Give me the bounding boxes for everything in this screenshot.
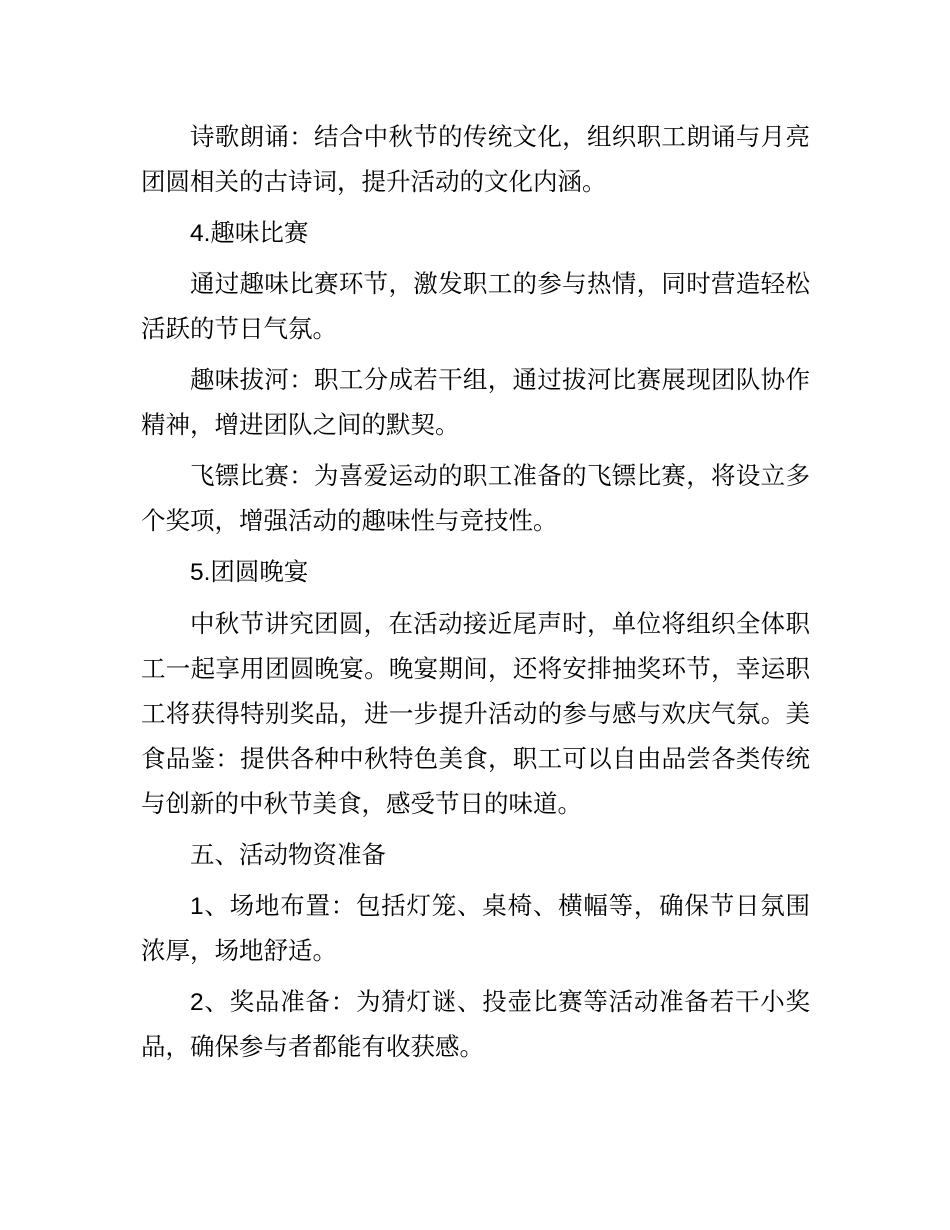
list-item-prize-preparation [141, 980, 810, 1070]
section-heading-reunion-dinner [141, 550, 810, 595]
heading-text: 五、活动物资准备 [190, 841, 386, 869]
text-line: 工一起享用团圆晚宴。晚宴期间，还将安排抽奖环节，幸运职 [141, 655, 810, 683]
heading-text: 5.团圆晚宴 [190, 559, 309, 587]
text-line: 浓厚，场地舒适。 [141, 938, 337, 965]
section-heading-fun-games [141, 211, 810, 256]
text-line: 趣味拔河：职工分成若干组，通过拔河比赛展现团队协作 [190, 367, 810, 395]
text-line: 2、奖品准备：为猜灯谜、投壶比赛等活动准备若干小奖 [190, 989, 810, 1017]
text-line: 通过趣味比赛环节，激发职工的参与热情，同时营造轻松 [190, 270, 810, 298]
text-line: 品，确保参与者都能有收获感。 [141, 1034, 484, 1062]
text-line: 个奖项，增强活动的趣味性与竞技性。 [141, 508, 558, 536]
section-heading-materials [141, 833, 810, 878]
paragraph-poetry-recitation [141, 115, 810, 205]
text-line: 诗歌朗诵：结合中秋节的传统文化，组织职工朗诵与月亮 [190, 123, 810, 151]
document-body [141, 115, 810, 1077]
text-line: 活跃的节日气氛。 [141, 315, 337, 343]
text-line: 中秋节讲究团圆，在活动接近尾声时，单位将组织全体职 [190, 610, 810, 638]
paragraph-reunion-dinner [141, 602, 810, 827]
list-item-venue-setup [141, 884, 810, 974]
text-line: 团圆相关的古诗词，提升活动的文化内涵。 [141, 168, 607, 196]
heading-text: 4.趣味比赛 [190, 219, 309, 247]
paragraph-fun-games-intro [141, 262, 810, 352]
text-line: 食品鉴：提供各种中秋特色美食，职工可以自由品尝各类传统 [141, 745, 810, 773]
paragraph-tug-of-war [141, 358, 810, 448]
text-line: 飞镖比赛：为喜爱运动的职工准备的飞镖比赛，将设立多 [190, 463, 810, 491]
text-line: 与创新的中秋节美食，感受节日的味道。 [141, 790, 582, 818]
text-line: 工将获得特别奖品，进一步提升活动的参与感与欢庆气氛。美 [141, 700, 810, 728]
text-line: 1、场地布置：包括灯笼、桌椅、横幅等，确保节日氛围 [190, 893, 810, 920]
text-line: 精神，增进团队之间的默契。 [141, 412, 460, 440]
paragraph-darts [141, 454, 810, 544]
